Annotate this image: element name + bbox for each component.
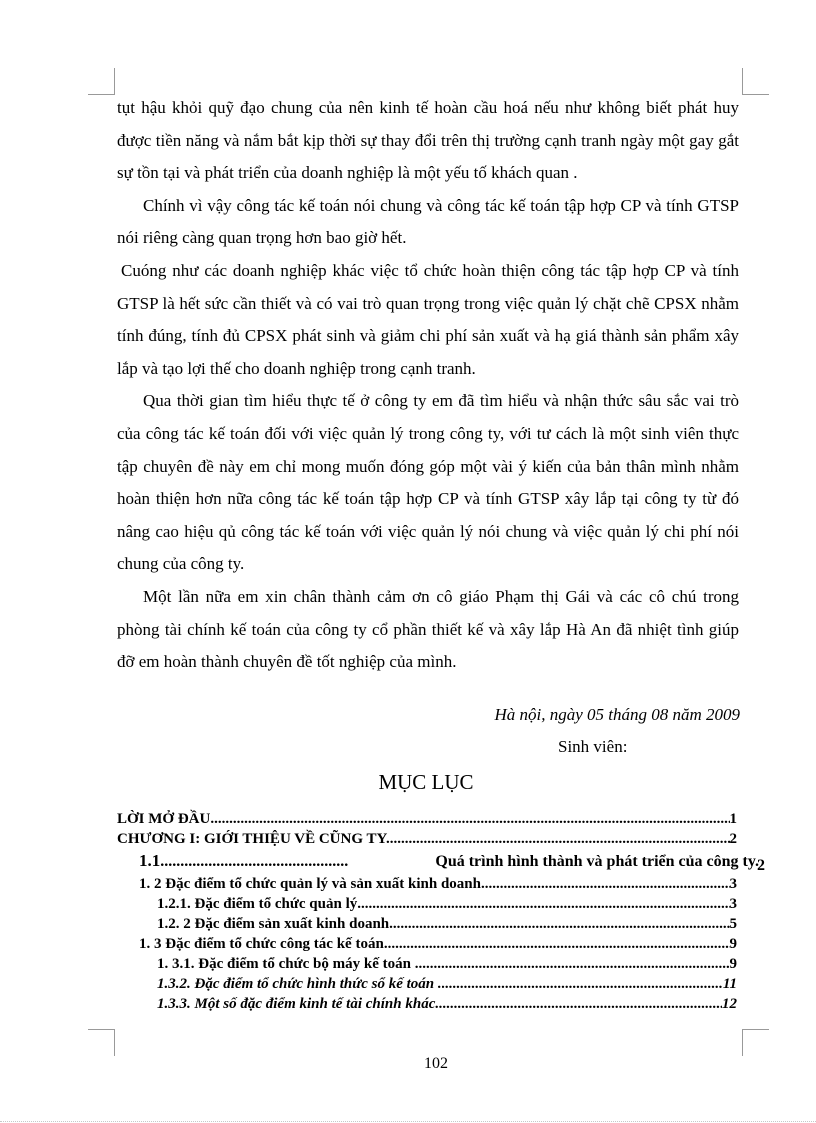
toc-entry-label: Quá trình hình thành và phát triển của công ty. [435,853,759,870]
paragraph-1: tụt hậu khỏi quỹ đạo chung của nên kinh tế hoàn cầu hoá nếu như không biết phát huy được tiền năng và nắm bắt kịp thời sự thay đổi trên thị trường cạnh tranh ngày một gay gắt sự tồn tại và phát triển của doanh nghiệp là một yếu tố khách quan . [117,98,739,183]
signature-date: Hà nội, ngày 05 tháng 08 năm 2009 [494,705,740,724]
toc-entry-page: 3 [729,876,737,892]
page-number: 102 [424,1055,448,1072]
paragraph-5: Một lần nữa em xin chân thành cảm ơn cô giáo Phạm thị Gái và các cô chú trong phòng tài chính kế toán của công ty cổ phần thiết kế và xây lắp Hà An đã nhiệt tình giúp đỡ em hoàn thành chuyên đề tốt nghiệp của mình. [117,586,739,672]
toc-entry [117,809,737,829]
toc-entry [117,974,737,994]
toc-entry-page: 3 [729,896,737,912]
toc-leader [210,809,729,829]
toc-entry-label: 1. 3.1. Đặc điểm tổ chức bộ máy kế toán . [157,956,419,972]
page-bottom-divider [0,1121,816,1122]
toc-entry-label: 1.3.2. Đặc điểm tổ chức hình thức sổ kế toán . [157,976,442,992]
crop-mark-bottom-left [88,1029,115,1056]
toc-entry-label: LỜI MỞ ĐẦU [117,811,211,827]
toc-leader [439,994,722,1014]
toc-entry-page: 2 [757,857,765,874]
toc-leader [390,829,730,849]
toc-entry-page: 9 [729,936,737,952]
table-of-contents [117,809,759,1014]
toc-leader [357,894,729,914]
toc-title: MỤC LỤC [378,770,474,794]
crop-mark-top-left [88,68,115,95]
toc-entry-page: 2 [729,831,737,847]
toc-entry-page: 12 [722,996,737,1012]
body-text [117,92,739,679]
paragraph-4: Qua thời gian tìm hiểu thực tế ở công ty em đã tìm hiểu và nhận thức sâu sắc vai trò của công tác kế toán đối với việc quản lý trong công ty, với tư cách là một sinh viên thực tập chuyên đề này em chỉ mong muốn đóng góp một vài ý kiến của bản thân mình nhằm hoàn thiện hơn nữa công tác kế toán tập hợp CP và tính GTSP xây lắp tại công ty từ đó nâng cao hiệu qủ công tác kế toán với việc quản lý nói chung và việc quản lý chi phí nói chung của công ty. [117,391,739,574]
toc-leader [442,974,723,994]
toc-entry-label: CHƯƠNG I: GIỚI THIỆU VỀ CŨNG TY. [117,831,390,847]
toc-entry-label: 1. 3 Đặc điểm tổ chức công tác kế toán [139,936,384,952]
toc-entry-label: 1.2. 2 Đặc điểm sản xuất kinh doanh. [157,916,393,932]
toc-leader [418,954,729,974]
toc-entry [117,874,737,894]
toc-entry [117,894,737,914]
toc-entry-label: 1.3.3. Một số đặc điểm kinh tế tài chính khác. [157,996,440,1012]
toc-entry-page: 11 [722,976,737,992]
toc-entry-page: 9 [729,956,737,972]
toc-entry-label: 1.2.1. Đặc điểm tổ chức quản lý [157,896,358,912]
paragraph-3: Cuóng như các doanh nghiệp khác việc tổ chức hoàn thiện công tác tập hợp CP và tính GTSP là hết sức cần thiết và có vai trò quan trọng trong việc quản lý chặt chẽ CPSX nhằm tính đúng, tính đủ CPSX phát sinh và giảm chi phí sản xuất và hạ giá thành sản phẩm xây lắp và tạo lợi thế cho doanh nghiệp trong cạnh tranh. [117,260,739,378]
toc-entry [117,849,759,874]
crop-mark-bottom-right [742,1029,769,1056]
paragraph-2: Chính vì vậy công tác kế toán nói chung và công tác kế toán tập hợp CP và tính GTSP nói riêng càng quan trọng hơn bao giờ hết. [117,195,739,248]
crop-mark-top-right [742,68,769,95]
toc-entry-label: 1. 2 Đặc điểm tổ chức quản lý và sản xuất kinh doanh [139,876,481,892]
toc-leader [481,874,730,894]
toc-entry [117,954,737,974]
toc-entry-page: 5 [729,916,737,932]
toc-leader [393,914,730,934]
toc-leader [384,934,730,954]
toc-entry [117,829,737,849]
toc-leader [160,850,435,874]
toc-entry-number: 1.1 [139,851,161,870]
signature-signer: Sinh viên: [558,737,628,756]
toc-entry [117,914,737,934]
toc-entry-page: 1 [729,811,737,827]
toc-entry [117,994,737,1014]
toc-entry [117,934,737,954]
